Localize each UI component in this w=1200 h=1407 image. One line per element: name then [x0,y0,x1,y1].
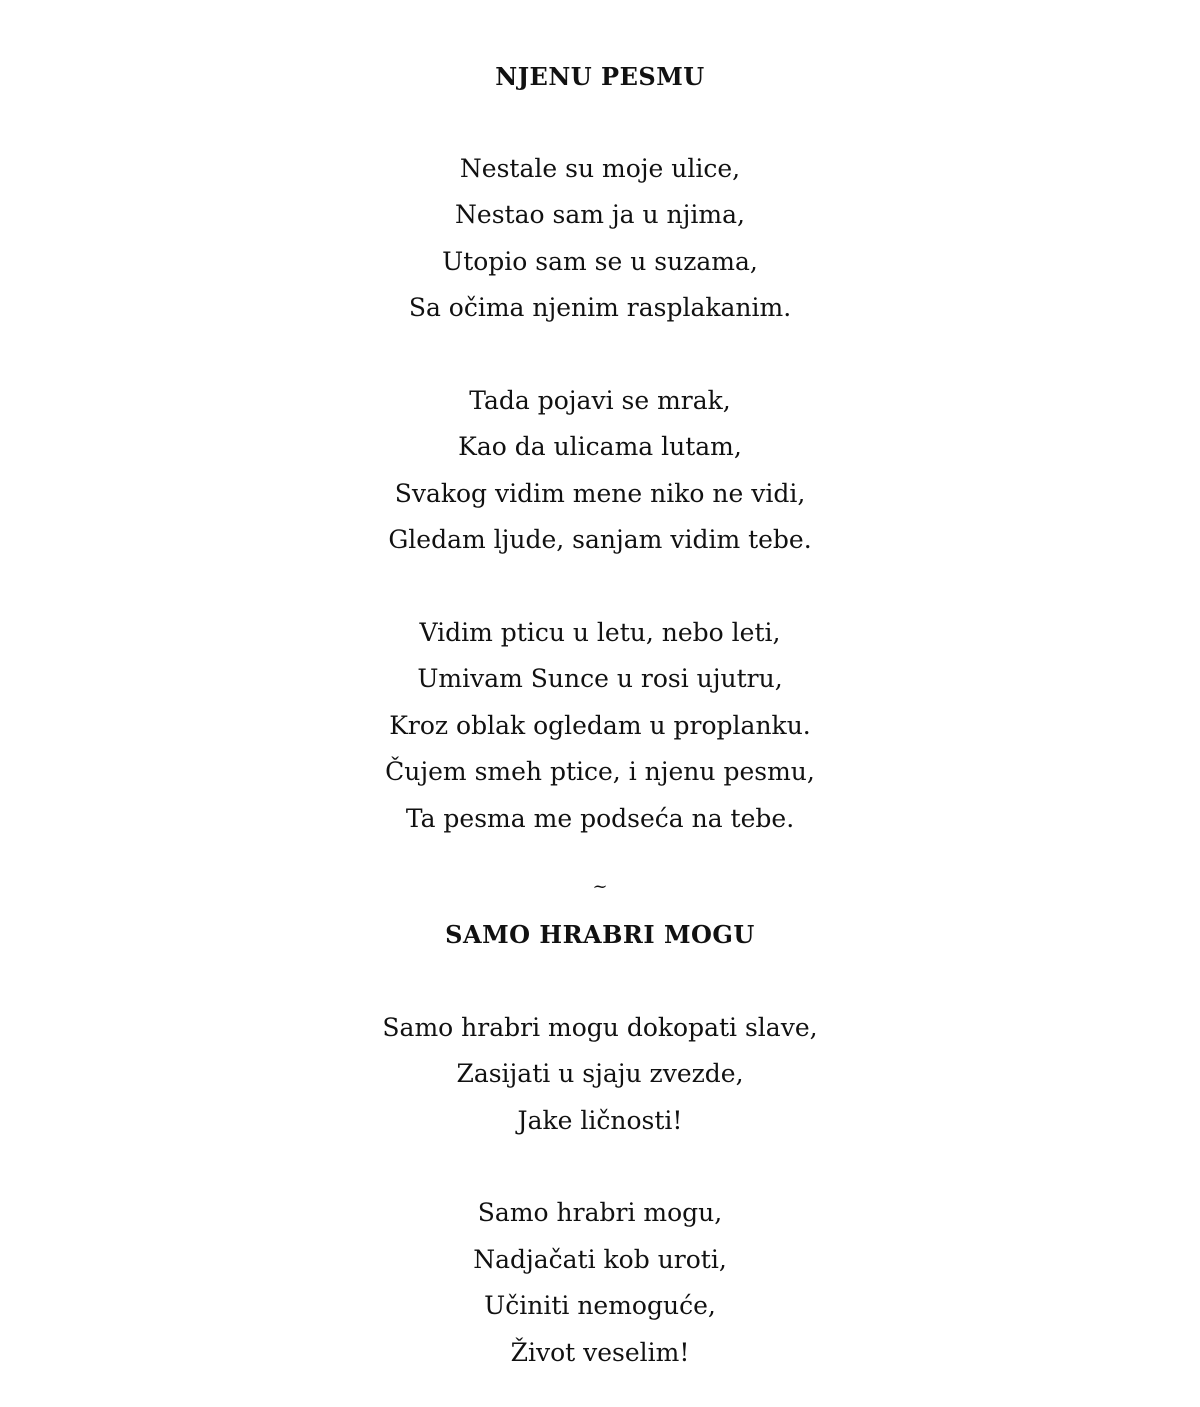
poem-1-stanza-1-line-2: Nestao sam ja u njima, [455,200,745,229]
poem-2-stanza-1-line-3: Jake ličnosti! [517,1106,683,1135]
poem-1-stanza-1-line-4: Sa očima njenim rasplakanim. [408,293,792,322]
poem-1-stanza-2-line-2: Kao da ulicama lutam, [458,432,742,461]
poem-2-stanza-1-line-1: Samo hrabri mogu dokopati slave, [382,1013,818,1042]
poem-2-stanza-2-line-2: Nadjačati kob uroti, [473,1245,727,1274]
poem-1-stanza-1-line-1: Nestale su moje ulice, [459,154,741,183]
poem-2-stanza-2-line-1: Samo hrabri mogu, [477,1198,723,1227]
poem-1-stanza-2-line-3: Svakog vidim mene niko ne vidi, [394,479,806,508]
poem-1-stanza-3-line-2: Umivam Sunce u rosi ujutru, [417,664,783,693]
poem-2-stanza-2-line-4: Život veselim! [510,1338,690,1367]
poem-2-title: SAMO HRABRI MOGU [445,920,755,949]
poem-1-stanza-3-line-4: Čujem smeh ptice, i njenu pesmu, [385,757,815,786]
poem-1-stanza-3-line-5: Ta pesma me podseća na tebe. [405,804,795,833]
poem-1-title: NJENU PESMU [495,62,705,91]
poem-2-stanza-2-line-3: Učiniti nemoguće, [484,1291,716,1320]
poem-1-stanza-2-line-4: Gledam ljude, sanjam vidim tebe. [388,525,812,554]
poem-1-stanza-3-line-1: Vidim pticu u letu, nebo leti, [419,618,781,647]
poem-2-stanza-1-line-2: Zasijati u sjaju zvezde, [456,1059,744,1088]
poem-1-stanza-1-line-3: Utopio sam se u suzama, [442,247,758,276]
poem-1-stanza-3-line-3: Kroz oblak ogledam u proplanku. [389,711,811,740]
poem-separator: ~ [592,876,608,897]
poem-1-stanza-2-line-1: Tada pojavi se mrak, [469,386,731,415]
